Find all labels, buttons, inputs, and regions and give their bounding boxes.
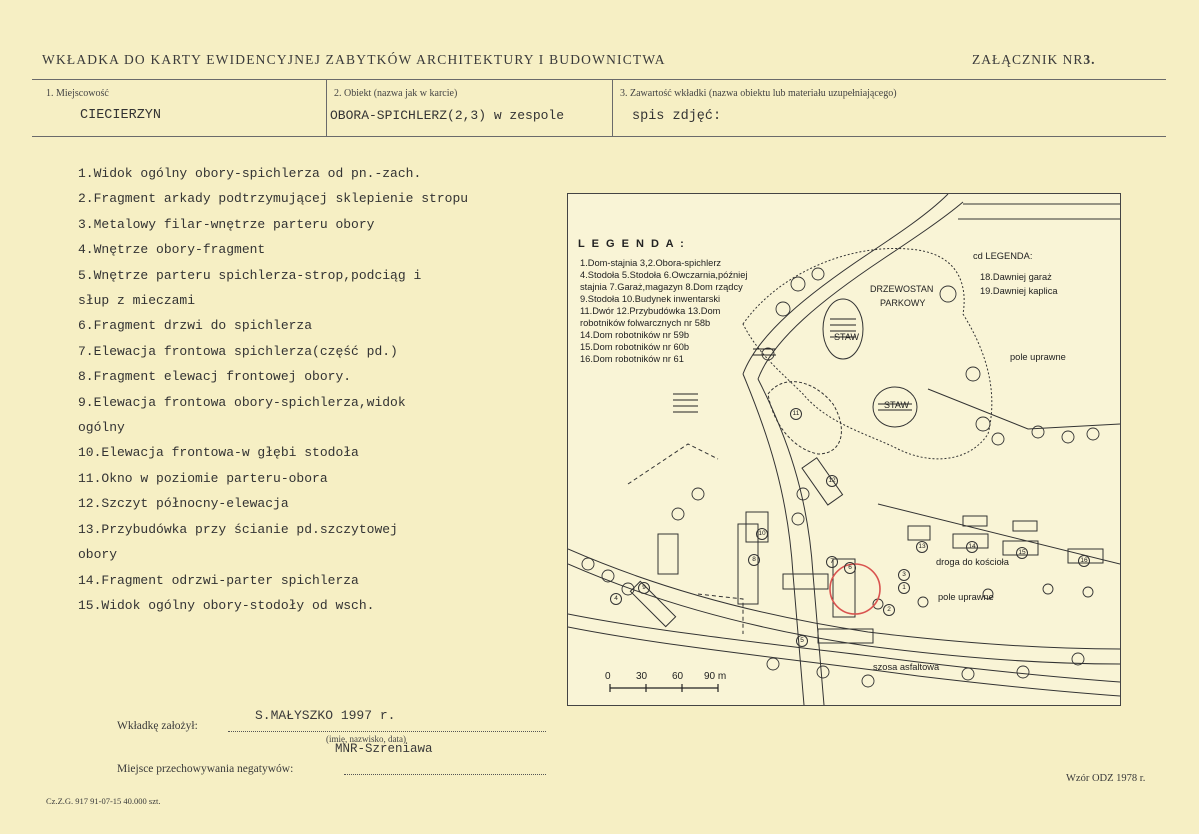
chapel-19 xyxy=(1013,521,1037,531)
scale-90: 90 m xyxy=(704,671,727,682)
building-number-11: 11 xyxy=(790,408,802,420)
photo-list-item: 14.Fragment odrzwi-parter spichlerza xyxy=(78,572,359,588)
photo-list-item: 15.Widok ogólny obory-stodoły od wsch. xyxy=(78,597,375,613)
photo-list-item: 4.Wnętrze obory-fragment xyxy=(78,242,266,258)
photo-list-item: 11.Okno w poziomie parteru-obora xyxy=(78,470,328,486)
photo-list-item: 5.Wnętrze parteru spichlerza-strop,podciąg i xyxy=(78,267,422,283)
legend2-title: cd LEGENDA: xyxy=(973,251,1033,261)
site-map xyxy=(567,193,1121,706)
photo-list-item: słup z mieczami xyxy=(78,293,196,309)
content-value: spis zdjęć: xyxy=(632,109,722,124)
founder-value: S.MAŁYSZKO 1997 r. xyxy=(255,708,396,723)
legend-item: 1.Dom-stajnia 3,2.Obora-spichlerz xyxy=(580,258,722,268)
photo-list-item: 9.Elewacja frontowa obory-spichlerza,widok xyxy=(78,394,406,410)
building-number-8: 8 xyxy=(748,554,760,566)
pond-label-1: STAW xyxy=(834,332,859,342)
church-road-label: droga do kościoła xyxy=(936,557,1009,567)
photo-list-item: 2.Fragment arkady podtrzymującej sklepienie stropu xyxy=(78,191,469,207)
field-divider-2 xyxy=(612,79,613,136)
park-label-2: PARKOWY xyxy=(880,298,926,308)
building-number-16: 16 xyxy=(1078,555,1090,567)
legend-item: 4.Stodoła 5.Stodoła 6.Owczarnia,później xyxy=(580,270,748,280)
legend-item: stajnia 7.Garaż,magazyn 8.Dom rządcy xyxy=(580,282,743,292)
founder-hint: (imię, nazwisko, data) xyxy=(326,734,406,744)
building-number-2: 2 xyxy=(883,604,895,616)
legend-item: 14.Dom robotników nr 59b xyxy=(580,330,690,340)
scale-bar xyxy=(610,684,718,692)
header-top-rule xyxy=(32,79,1166,80)
building-number-12: 12 xyxy=(826,475,838,487)
dashed-fence-1 xyxy=(628,444,718,484)
building-number-9: 9 xyxy=(638,582,650,594)
photo-list-item: 8.Fragment elewacj frontowej obory. xyxy=(78,369,352,385)
locality-value: CIECIERZYN xyxy=(80,108,162,123)
building-number-7: 7 xyxy=(826,556,838,568)
building-6 xyxy=(658,534,678,574)
photo-list xyxy=(78,161,548,618)
content-label: 3. Zawartość wkładki (nazwa obiektu lub materiału uzupełniającego) xyxy=(620,88,897,99)
header-bottom-rule xyxy=(32,136,1166,137)
founder-label: Wkładkę założył: xyxy=(117,720,198,732)
founder-dotted-line xyxy=(228,731,546,732)
field-label-north: pole uprawne xyxy=(1010,352,1066,362)
legend2-item-18: 18.Dawniej garaż xyxy=(980,272,1052,282)
asphalt-road-edge-1 xyxy=(568,614,1120,682)
building-number-3: 3 xyxy=(898,569,910,581)
storage-label: Miejsce przechowywania negatywów: xyxy=(117,763,294,775)
scale-30: 30 xyxy=(636,671,648,682)
annex-label xyxy=(972,52,1096,68)
park-edge-line xyxy=(928,389,1120,429)
building-number-4: 4 xyxy=(610,593,622,605)
pond-1 xyxy=(823,299,863,359)
legend-item: 16.Dom robotników nr 61 xyxy=(580,354,684,364)
building-number-1: 1 xyxy=(898,582,910,594)
pond-label-2: STAW xyxy=(884,400,909,410)
field-divider-1 xyxy=(326,79,327,136)
photo-list-item: 12.Szczyt północny-elewacja xyxy=(78,496,289,512)
building-number-14: 14 xyxy=(966,541,978,553)
photo-list-item: ogólny xyxy=(78,420,125,436)
scale-60: 60 xyxy=(672,671,684,682)
legend-item: 15.Dom robotników nr 60b xyxy=(580,342,690,352)
building-number-10: 10 xyxy=(756,528,768,540)
photo-list-item: obory xyxy=(78,547,118,563)
annex-prefix: ZAŁĄCZNIK NR xyxy=(972,52,1084,67)
photo-list-item: 10.Elewacja frontowa-w głębi stodoła xyxy=(78,445,359,461)
building-number-15: 15 xyxy=(1016,547,1028,559)
object-value: OBORA-SPICHLERZ(2,3) w zespole xyxy=(330,108,565,123)
legend-item: 9.Stodoła 10.Budynek inwentarski xyxy=(580,294,721,304)
legend2-item-19: 19.Dawniej kaplica xyxy=(980,286,1058,296)
photo-list-item: 3.Metalowy filar-wnętrze parteru obory xyxy=(78,216,375,232)
legend-list xyxy=(580,257,747,365)
field-label-south: pole uprawne xyxy=(938,592,994,602)
photo-list-item: 1.Widok ogólny obory-spichlerza od pn.-zach. xyxy=(78,166,422,181)
storage-value: MNR-Szreniawa xyxy=(335,742,433,756)
legend-title: L E G E N D A : xyxy=(578,238,686,250)
photo-list-item: 13.Przybudówka przy ścianie pd.szczytowej xyxy=(78,521,398,537)
house-13 xyxy=(908,526,930,540)
form-title: WKŁADKA DO KARTY EWIDENCYJNEJ ZABYTKÓW ARCHITEKTURY I BUDOWNICTWA xyxy=(42,52,666,67)
building-7 xyxy=(783,574,828,589)
legend-item: robotników folwarcznych nr 58b xyxy=(580,318,711,328)
asphalt-road-label: szosa asfaltowa xyxy=(873,662,940,672)
scale-0: 0 xyxy=(605,671,611,682)
dashed-fence-2 xyxy=(698,594,743,634)
storage-dotted-line xyxy=(344,774,546,775)
annex-number: 3. xyxy=(1083,52,1096,67)
photo-list-item: 7.Elewacja frontowa spichlerza(część pd.) xyxy=(78,343,398,359)
building-number-6: 6 xyxy=(844,562,856,574)
building-number-5: 5 xyxy=(796,635,808,647)
church-road-edge-2 xyxy=(568,564,1120,664)
photo-list-item: 6.Fragment drzwi do spichlerza xyxy=(78,318,313,334)
building-number-13: 13 xyxy=(916,541,928,553)
park-label-1: DRZEWOSTAN xyxy=(870,284,934,294)
print-info: Cz.Z.G. 917 91-07-15 40.000 szt. xyxy=(46,796,161,806)
template-info: Wzór ODZ 1978 r. xyxy=(1066,773,1146,784)
garage-18 xyxy=(963,516,987,526)
object-label: 2. Obiekt (nazwa jak w karcie) xyxy=(334,88,458,99)
legend-item: 11.Dwór 12.Przybudówka 13.Dom xyxy=(580,306,721,316)
locality-label: 1. Miejscowość xyxy=(46,88,109,99)
